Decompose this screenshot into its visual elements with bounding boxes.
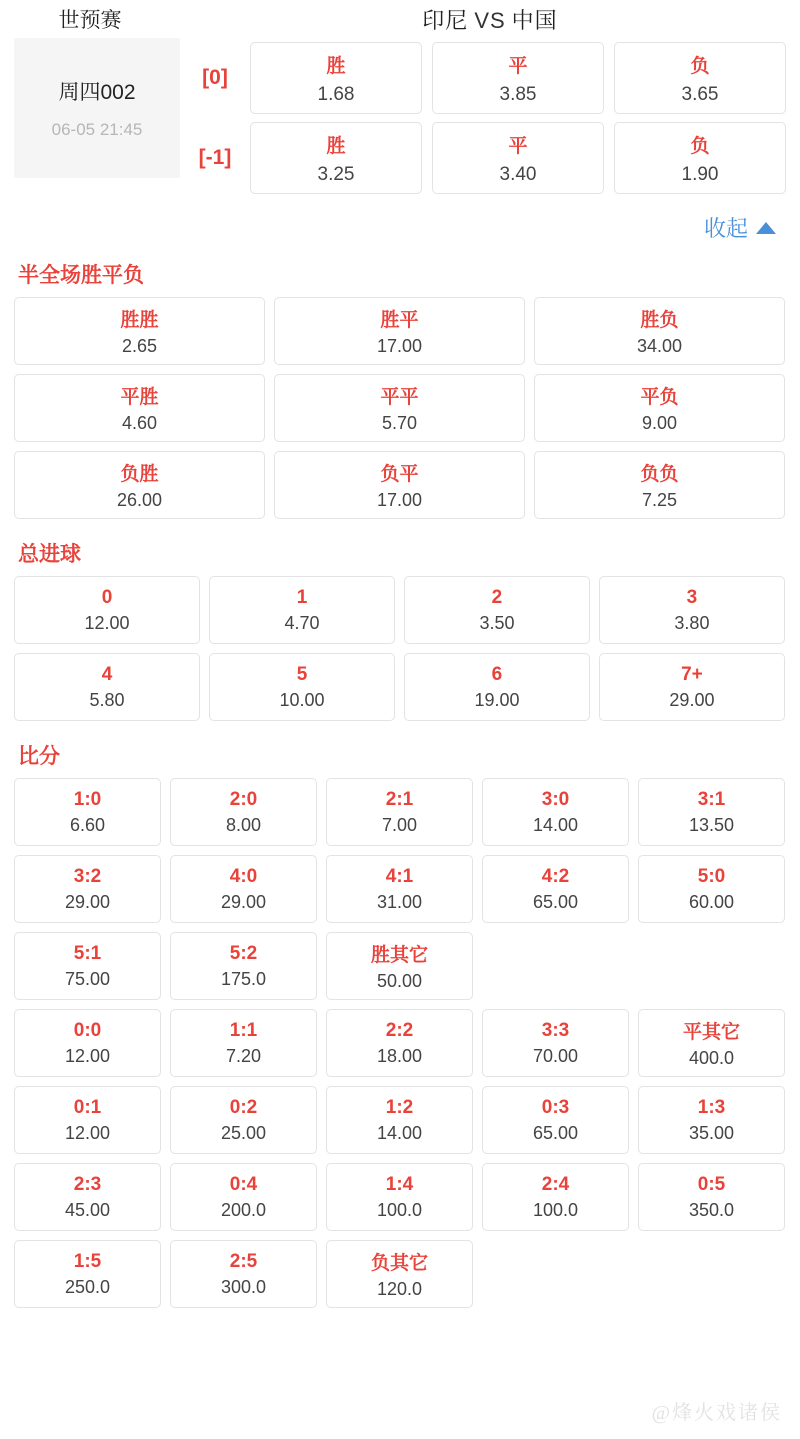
odds-label: 5:2 [229,942,258,964]
odds-value: 65.00 [532,891,579,912]
odds-value: 12.00 [84,612,130,633]
odds-cell[interactable] [404,576,590,644]
odds-value: 3.25 [317,163,355,185]
header-bar [0,0,800,38]
odds-label: 胜 [326,135,346,157]
odds-cell[interactable] [274,451,525,519]
section-total-goals [0,538,800,730]
odds-cell[interactable] [209,576,395,644]
odds-cell[interactable] [482,855,629,923]
odds-label: 负负 [640,464,679,485]
section-correct-score [0,740,800,1317]
odds-value: 3.80 [674,612,710,633]
odds-value: 3.85 [499,83,537,105]
odds-label: 5:0 [697,865,726,887]
odds-label: 1 [296,586,308,608]
odds-value: 100.0 [376,1199,423,1220]
section-title: 半全场胜平负 [18,264,144,287]
odds-label: 1:1 [229,1019,258,1041]
odds-cell[interactable] [14,1163,161,1231]
odds-cell[interactable] [274,374,525,442]
odds-value: 65.00 [532,1122,579,1143]
odds-cell-group [250,118,786,198]
odds-value: 19.00 [474,689,520,710]
odds-cell[interactable] [326,1163,473,1231]
odds-label: 6 [491,663,503,685]
collapse-toggle[interactable] [0,198,800,249]
odds-label: 0:2 [229,1096,258,1118]
odds-value: 4.60 [121,413,158,433]
odds-value: 18.00 [376,1045,423,1066]
odds-cell[interactable] [482,1009,629,1077]
odds-value: 29.00 [64,891,111,912]
odds-cell[interactable] [482,1086,629,1154]
odds-cell[interactable] [534,297,785,365]
handicap-label: [0] [202,66,228,89]
odds-cell[interactable] [638,1086,785,1154]
odds-value: 350.0 [688,1199,735,1220]
main-odds-block [0,38,800,198]
odds-label: 2 [491,586,503,608]
odds-cell[interactable] [638,1009,785,1077]
odds-value: 100.0 [532,1199,579,1220]
odds-label: 2:0 [229,788,258,810]
odds-row [180,118,786,198]
odds-cell[interactable] [599,576,785,644]
odds-cell[interactable] [14,1086,161,1154]
odds-value: 1.68 [317,83,355,105]
odds-cell[interactable] [432,42,604,114]
odds-cell[interactable] [482,778,629,846]
odds-label: 1:3 [697,1096,726,1118]
odds-cell[interactable] [638,1163,785,1231]
odds-label: 3:0 [541,788,570,810]
odds-label: 2:1 [385,788,414,810]
odds-cell[interactable] [534,451,785,519]
odds-cell[interactable] [209,653,395,721]
odds-cell[interactable] [534,374,785,442]
odds-value: 2.65 [121,336,158,356]
odds-grid [14,576,786,730]
odds-cell[interactable] [432,122,604,194]
odds-label: 1:5 [73,1250,102,1272]
odds-label: 负胜 [120,464,159,485]
odds-label: 胜胜 [120,310,159,331]
odds-label: 平平 [380,387,419,408]
section-half-full-time [0,259,800,528]
odds-label: 平其它 [682,1022,740,1043]
odds-value: 8.00 [225,814,262,835]
odds-cell[interactable] [599,653,785,721]
odds-cell[interactable] [14,932,161,1000]
match-info-card[interactable] [14,38,180,178]
odds-cell[interactable] [170,855,317,923]
odds-value: 175.0 [220,968,267,989]
score-row [14,778,786,855]
odds-label: 2:5 [229,1250,258,1272]
odds-cell[interactable] [638,855,785,923]
odds-cell[interactable] [250,42,422,114]
odds-cell-group [250,38,786,118]
odds-value: 17.00 [376,336,422,356]
odds-cell[interactable] [14,653,200,721]
odds-cell[interactable] [170,1086,317,1154]
odds-cell[interactable] [326,778,473,846]
odds-cell[interactable] [14,451,265,519]
odds-cell[interactable] [326,855,473,923]
odds-grid [14,297,786,528]
odds-value: 250.0 [64,1276,111,1297]
odds-value: 14.00 [376,1122,423,1143]
match-title [180,4,800,35]
odds-cell[interactable] [274,297,525,365]
odds-label: 0 [101,586,113,608]
odds-value: 60.00 [688,891,735,912]
odds-cell[interactable] [14,855,161,923]
odds-cell[interactable] [170,778,317,846]
odds-value: 34.00 [636,336,682,356]
score-row [14,1240,786,1317]
odds-label: 4 [101,663,113,685]
odds-value: 7.00 [381,814,418,835]
score-row [14,1163,786,1240]
odds-label: 2:2 [385,1019,414,1041]
main-odds-rows [180,38,786,198]
score-row [14,855,786,932]
odds-value: 31.00 [376,891,423,912]
odds-label: 平 [508,135,528,157]
odds-value: 29.00 [669,689,715,710]
odds-label: 1:2 [385,1096,414,1118]
odds-label: 负平 [380,464,419,485]
odds-label: 平负 [640,387,679,408]
odds-value: 3.65 [681,83,719,105]
odds-cell[interactable] [170,1163,317,1231]
odds-value: 300.0 [220,1276,267,1297]
odds-cell[interactable] [614,122,786,194]
odds-cell[interactable] [638,778,785,846]
odds-cell[interactable] [404,653,590,721]
odds-value: 12.00 [64,1045,111,1066]
home-team-name: 印尼 [422,7,469,33]
odds-value: 29.00 [220,891,267,912]
odds-label: 3:3 [541,1019,570,1041]
odds-value: 200.0 [220,1199,267,1220]
score-row [14,1009,786,1086]
odds-cell[interactable] [482,1163,629,1231]
odds-label: 2:3 [73,1173,102,1195]
odds-cell[interactable] [326,1240,473,1308]
odds-cell[interactable] [14,1240,161,1308]
watermark: @烽火戏诸侯 [651,1402,782,1424]
odds-value: 3.40 [499,163,537,185]
odds-label: 胜平 [380,310,419,331]
odds-label: 平胜 [120,387,159,408]
odds-value: 14.00 [532,814,579,835]
odds-cell[interactable] [170,1240,317,1308]
odds-label: 0:4 [229,1173,258,1195]
odds-label: 1:4 [385,1173,414,1195]
odds-label: 胜负 [640,310,679,331]
odds-label: 7+ [681,663,703,685]
odds-label: 2:4 [541,1173,570,1195]
odds-cell[interactable] [14,297,265,365]
odds-value: 12.00 [64,1122,111,1143]
match-id: 周四002 [58,81,136,104]
odds-label: 5:1 [73,942,102,964]
odds-value: 10.00 [279,689,325,710]
odds-cell[interactable] [614,42,786,114]
odds-value: 400.0 [688,1048,735,1068]
odds-value: 9.00 [641,413,677,433]
odds-value: 1.90 [681,163,719,185]
match-datetime: 06-05 21:45 [51,120,143,139]
score-row [14,1086,786,1163]
odds-value: 7.20 [225,1045,262,1066]
odds-label: 4:2 [541,865,570,887]
odds-cell[interactable] [170,932,317,1000]
odds-value: 5.80 [89,689,125,710]
odds-label: 3:2 [73,865,102,887]
odds-label: 4:1 [385,865,414,887]
odds-cell[interactable] [326,1009,473,1077]
odds-label: 负 [690,135,710,157]
collapse-label: 收起 [703,216,748,241]
odds-value: 3.50 [479,612,515,633]
odds-label: 0:5 [697,1173,726,1195]
odds-label: 3 [686,586,698,608]
odds-cell[interactable] [14,1009,161,1077]
odds-cell[interactable] [326,1086,473,1154]
odds-cell[interactable] [170,1009,317,1077]
odds-label: 0:1 [73,1096,102,1118]
vs-label: VS [474,7,506,33]
odds-value: 70.00 [532,1045,579,1066]
section-title: 总进球 [18,543,81,566]
odds-cell[interactable] [14,778,161,846]
away-team-name: 中国 [511,7,558,33]
odds-value: 7.25 [641,490,677,510]
score-row [14,932,786,1009]
odds-value: 17.00 [376,490,422,510]
odds-label: 0:3 [541,1096,570,1118]
odds-label: 4:0 [229,865,258,887]
odds-label: 胜其它 [370,945,428,966]
odds-value: 120.0 [376,1279,423,1299]
odds-label: 负其它 [370,1253,428,1274]
odds-value: 6.60 [69,814,106,835]
odds-label: 1:0 [73,788,102,810]
odds-value: 75.00 [64,968,111,989]
odds-value: 25.00 [220,1122,267,1143]
odds-row [180,38,786,118]
handicap-label: [-1] [198,146,232,169]
odds-label: 3:1 [697,788,726,810]
odds-value: 4.70 [284,612,320,633]
odds-value: 26.00 [116,490,163,510]
league-name: 世预赛 [58,9,122,32]
odds-cell[interactable] [14,374,265,442]
odds-value: 13.50 [688,814,735,835]
odds-cell[interactable] [326,932,473,1000]
section-title: 比分 [18,745,60,768]
odds-cell[interactable] [14,576,200,644]
odds-value: 45.00 [64,1199,111,1220]
odds-value: 35.00 [688,1122,735,1143]
odds-label: 平 [508,55,528,77]
odds-label: 0:0 [73,1019,102,1041]
odds-cell[interactable] [250,122,422,194]
odds-value: 50.00 [376,971,423,991]
chevron-up-icon [756,222,776,234]
odds-label: 负 [690,55,710,77]
odds-label: 5 [296,663,308,685]
odds-value: 5.70 [381,413,417,433]
odds-label: 胜 [326,55,346,77]
